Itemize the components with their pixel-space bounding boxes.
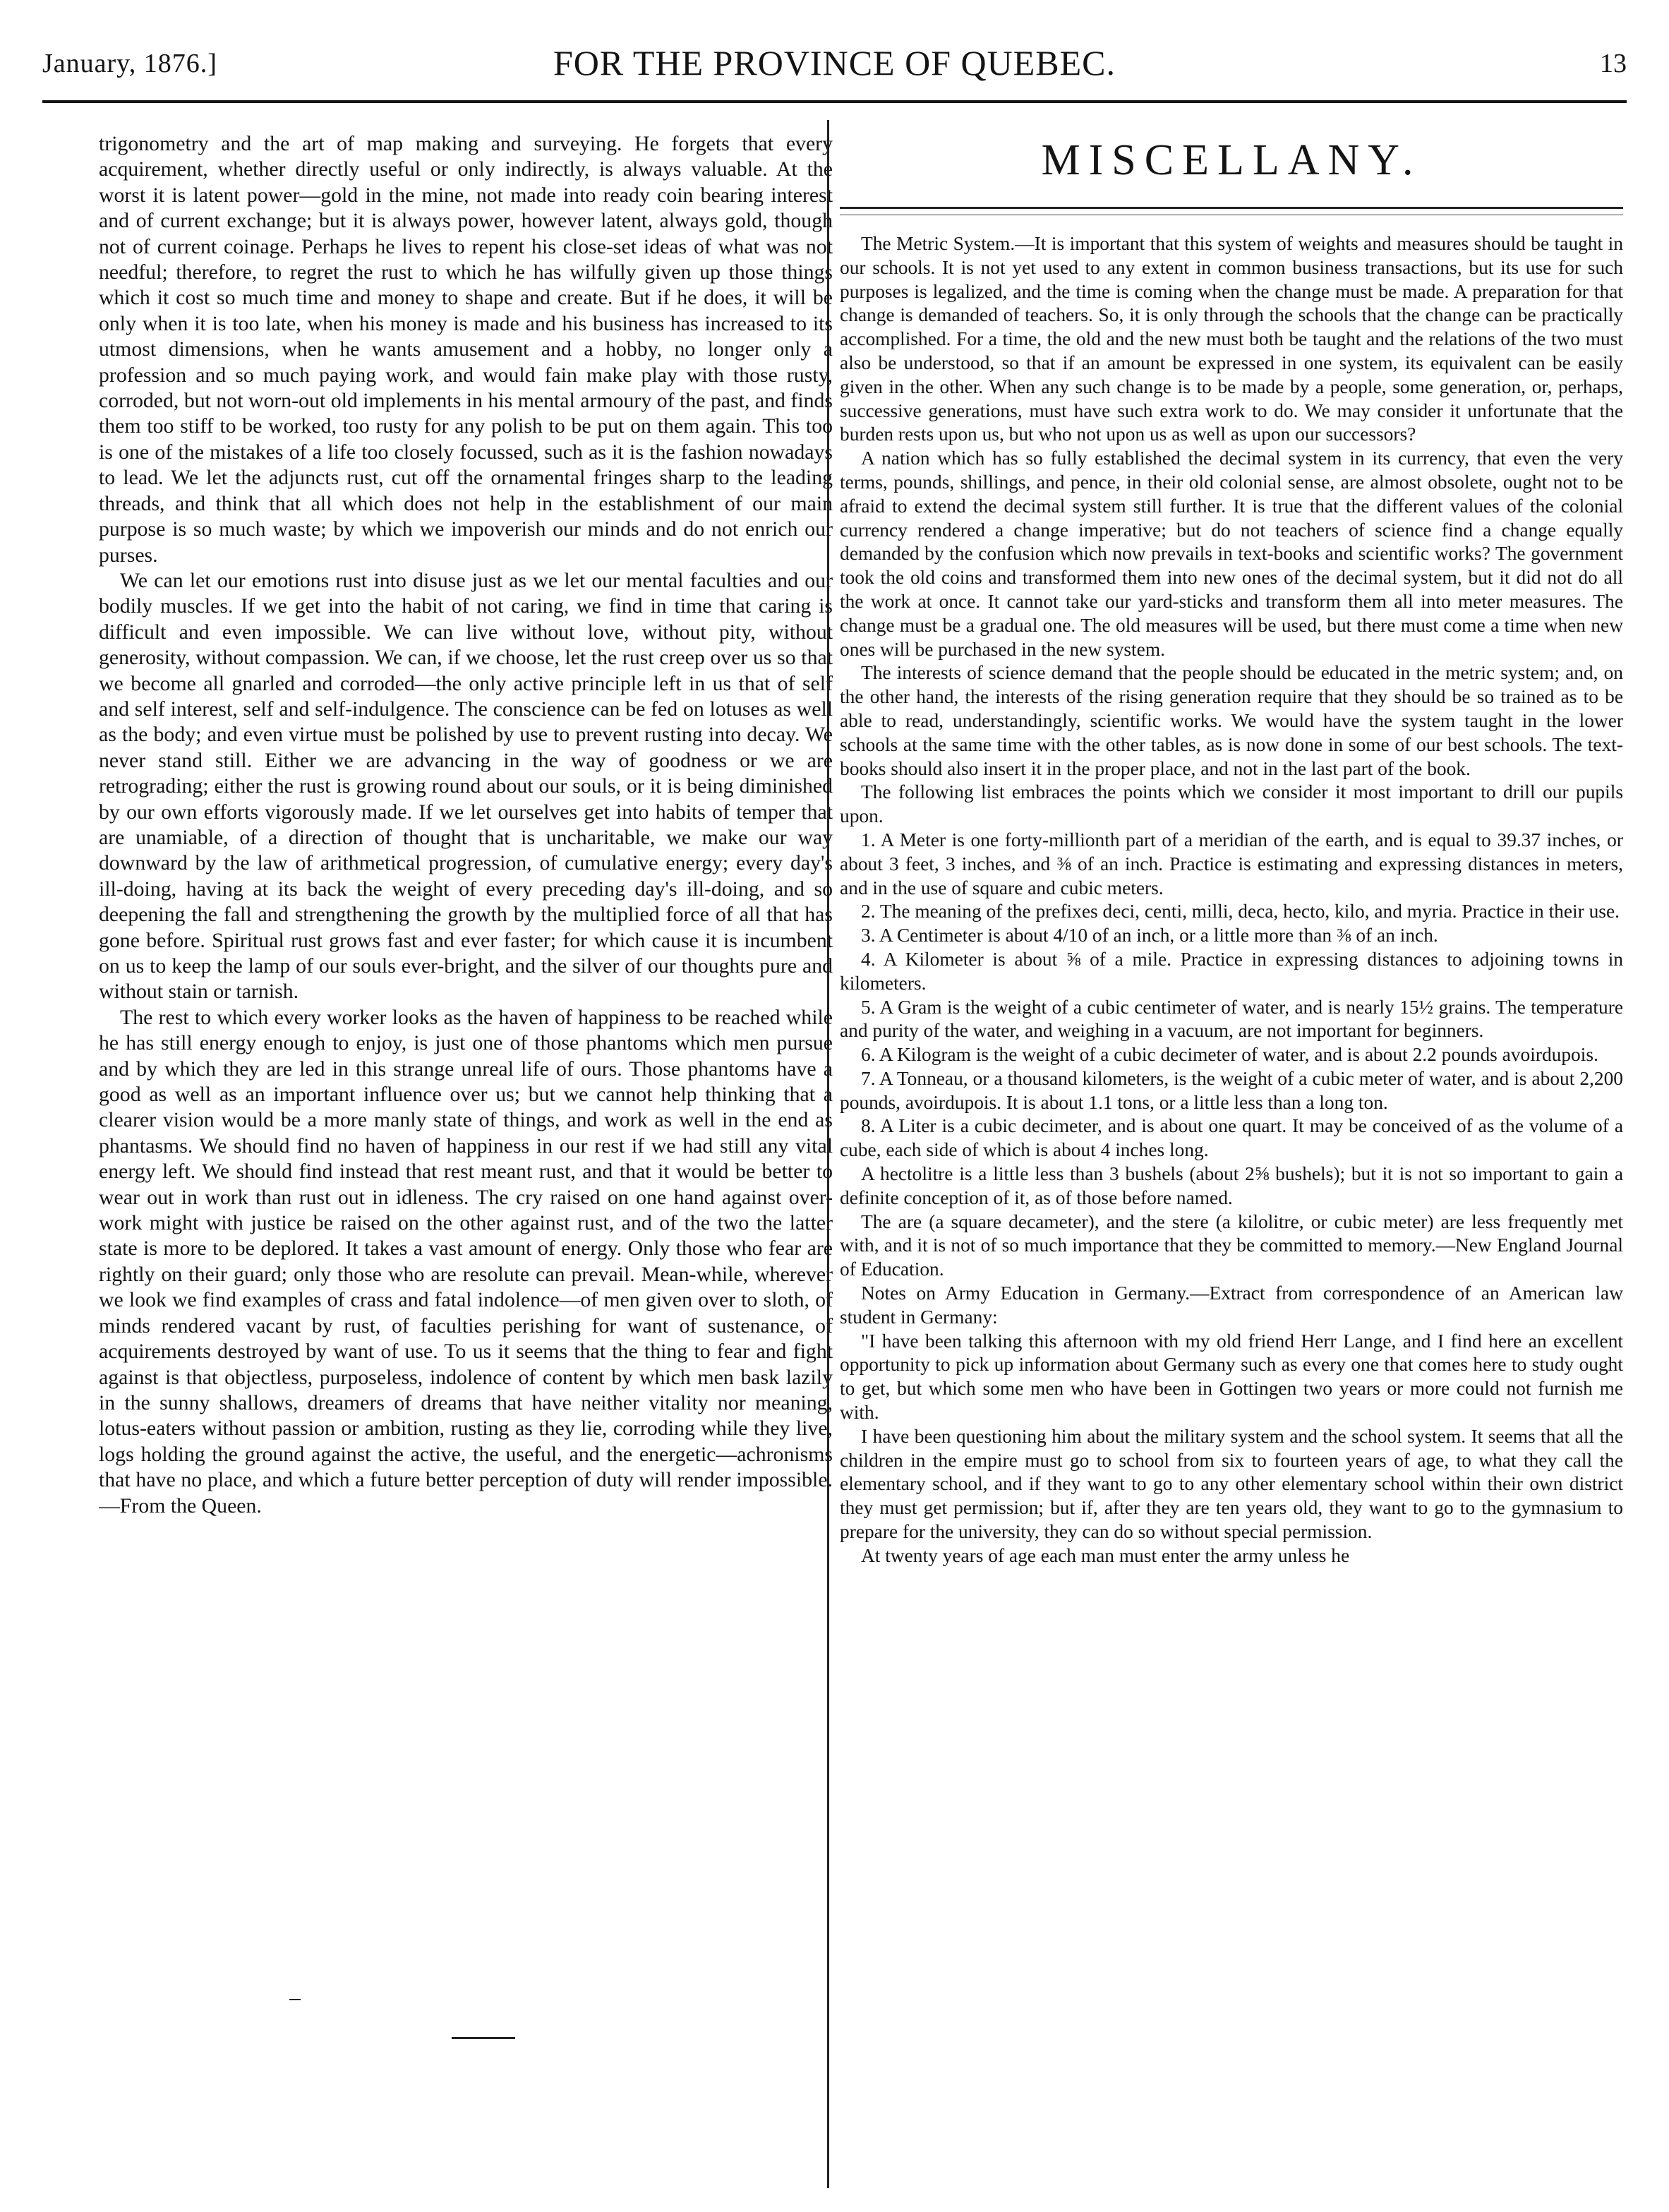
right-column: [840, 131, 1623, 2185]
list-item: 8. A Liter is a cubic decimeter, and is about one quart. It may be conceived of as the volume of a cube, each side of which is about 4 inches long.: [840, 1115, 1623, 1161]
header-rule: [42, 100, 1627, 103]
section-title: MISCELLANY.: [1041, 136, 1422, 184]
section-rule: [840, 207, 1623, 209]
article-paragraph: I have been questioning him about the military system and the school system. It seems that all the children in the empire must go to school from six to fourteen years of age, to what they call the elementary school, and if they want to go to any other elementary school within their own district they must get permission; but if, after they are ten years old, they want to go to the gymnasium to prepare for the university, they can do so without special permission.: [840, 1425, 1623, 1543]
article-paragraph: Notes on Army Education in Germany.—Extract from correspondence of an American law student in Germany:: [840, 1282, 1623, 1328]
list-item: 5. A Gram is the weight of a cubic centimeter of water, and is nearly 15½ grains. The temperature and purity of the water, and weighing in a vacuum, are not important for beginners.: [840, 996, 1623, 1042]
article-paragraph: A nation which has so fully established the decimal system in its currency, that even the very terms, pounds, shillings, and pence, in their old colonial sense, are almost obsolete, ought not to be afraid to extend the decimal system still further. It is true that the different values of the colonial currency rendered a change imperative; but do not teachers of science find a change equally demanded by the confusion which now prevails in text-books and scientific works? The government took the old coins and transformed them into new ones of the decimal system, but it did not do all the work at once. It cannot take our yard-sticks and transform them all into meter measures. The change must be a gradual one. The old measures will be used, but there must come a time when new ones will be purchased in the new system.: [840, 447, 1623, 660]
end-dash: [289, 1999, 301, 2000]
article-paragraph: At twenty years of age each man must enter the army unless he: [861, 1544, 1350, 1566]
article-paragraph: We can let our emotions rust into disuse just as we let our mental faculties and our bodily muscles. If we get into the habit of not caring, we find in time that caring is difficult and even impossible. We can live without love, without pity, without generosity, without compassion. We can, if we choose, let the rust creep over us so that we become all gnarled and corroded—the only active principle left in us that of self and self interest, self and self-indulgence. The conscience can be fed on lotuses as well as the body; and even virtue must be polished by use to prevent rusting into decay. We never stand still. Either we are advancing in the way of goodness or we are retrograding; either the rust is growing round about our souls, or it is being diminished by our own efforts vigorously made. If we let ourselves get into habits of temper that are unamiable, of a direction of thought that is uncharitable, we make our way downward by the law of arithmetical progression, of cumulative energy; every day's ill-doing, having at its back the weight of every preceding day's ill-doing, and so deepening the fall and strengthening the growth by the multiplied force of all that has gone before. Spiritual rust grows fast and ever faster; for which cause it is incumbent on us to keep the lamp of our souls ever-bright, and the silver of our thoughts pure and without stain or tarnish.: [99, 568, 833, 1004]
list-item: 2. The meaning of the prefixes deci, centi, milli, deca, hecto, kilo, and myria. Practice in their use.: [861, 901, 1620, 922]
list-item: 1. A Meter is one forty-millionth part of a meridian of the earth, and is equal to 39.37 inches, or about 3 feet, 3 inches, and ⅜ of an inch. Practice is estimating and expressing distances in meters, and in the use of square and cubic meters.: [840, 829, 1623, 898]
article-paragraph: "I have been talking this afternoon with my old friend Herr Lange, and I find here an excellent opportunity to pick up information about Germany such as every one that comes here to study ought to get, but which some men who have been in Gottingen two years or more could not furnish me with.: [840, 1330, 1623, 1424]
article-paragraph: The Metric System.—It is important that this system of weights and measures should be taught in our schools. It is not yet used to any extent in common business transactions, but its use for such purposes is legalized, and the time is coming when the change must be made. A preparation for that change is demanded of teachers. So, it is only through the schools that the change can be practically accomplished. For a time, the old and the new must both be taught and the relations of the two must also be understood, so that if an amount be expressed in one system, its equivalent can be easily given in the other. When any such change is to be made by a people, some generation, or, perhaps, successive generations, must have such extra work to do. We may consider it unfortunate that the burden rests upon us, but who not upon us as well as upon our successors?: [840, 233, 1623, 445]
left-column: [99, 131, 833, 2185]
article-paragraph: The following list embraces the points which we consider it most important to drill our pupils upon.: [840, 781, 1623, 827]
list-item: 4. A Kilometer is about ⅝ of a mile. Practice in expressing distances to adjoining towns in kilometers.: [840, 948, 1623, 994]
column-rule: [827, 120, 829, 2188]
end-rule: [452, 2037, 515, 2039]
article-paragraph: The interests of science demand that the people should be educated in the metric system; and, on the other hand, the interests of the rising generation require that they should be so trained as to be able to read, understandingly, scientific works. We would have the system taught in the lower schools at the same time with the other tables, as is now done in some of our best schools. The text-books should also insert it in the proper place, and not in the last part of the book.: [840, 662, 1623, 779]
article-paragraph: The are (a square decameter), and the stere (a kilolitre, or cubic meter) are less frequently met with, and it is not of so much importance that they be committed to memory.—New England Journal of Education.: [840, 1210, 1623, 1280]
running-title: FOR THE PROVINCE OF QUEBEC.: [553, 43, 1116, 83]
article-paragraph: The rest to which every worker looks as the haven of happiness to be reached while he has still energy enough to enjoy, is just one of those phantoms which men pursue and by which they are led in this strange unreal life of ours. Those phantoms have a good as well as an important influence over us; but we cannot help thinking that a clearer vision would be a more manly state of things, and work as well in the end as phantasms. We should find no haven of happiness in our rest if we had still any vital energy left. We should find instead that rest meant rust, and that it would be better to wear out in work than rust out in idleness. The cry raised on one hand against over-work might with justice be raised on the other against rust, and of the two the latter state is more to be deplored. It takes a vast amount of energy. Only those who fear are rightly on their guard; only those who are resolute can prevail. Mean-while, wherever we look we find examples of crass and fatal indolence—of men given over to sloth, of minds rendered vacant by rust, of faculties perishing for want of sustenance, of acquirements destroyed by want of use. To us it seems that the thing to fear and fight against is that objectless, purposeless, indolence of content by which men bask lazily in the sunny shallows, dreamers of dreams that have neither vitality nor meaning, lotus-eaters without passion or ambition, rusting as they lie, corroding while they live, logs holding the ground against the active, the useful, and the energetic—achronisms that have no place, and which a future better perception of duty will render impossible.—From the Queen.: [99, 1005, 833, 1517]
page-header: [42, 42, 1627, 92]
article-paragraph: trigonometry and the art of map making and surveying. He forgets that every acquirement, whether directly useful or only indirectly, is always valuable. At the worst it is latent power—gold in the mine, not made into ready coin bearing interest and of current exchange; but it is always power, however latent, always gold, though not of current coinage. Perhaps he lives to repent his close-set ideas of what was not needful; therefore, to regret the rust to which he has wilfully given up those things which it cost so much time and money to shape and create. But if he does, it will be only when it is too late, when his money is made and his business has increased to its utmost dimensions, when he wants amusement and a hobby, no longer only a profession and so much paying work, and would fain make play with those rusty, corroded, but not worn-out old implements in his mental armoury of the past, and finds them too stiff to be worked, too rusty for any polish to be put on them again. This too is one of the mistakes of a life too closely focussed, such as it is the fashion nowadays to lead. We let the adjuncts rust, cut off the ornamental fringes sharp to the leading threads, and think that all which does not help in the establishment of our main purpose is so much waste; by which we impoverish our minds and do not enrich our purses.: [99, 132, 833, 567]
issue-date: January, 1876.]: [42, 49, 217, 78]
list-item: 6. A Kilogram is the weight of a cubic decimeter of water, and is about 2.2 pounds avoirdupois.: [861, 1044, 1598, 1066]
page-number: 13: [1600, 49, 1627, 78]
list-item: 3. A Centimeter is about 4/10 of an inch, or a little more than ⅜ of an inch.: [861, 925, 1438, 946]
article-paragraph: A hectolitre is a little less than 3 bushels (about 2⅝ bushels); but it is not so important to gain a definite conception of it, as of those before named.: [840, 1163, 1623, 1208]
list-item: 7. A Tonneau, or a thousand kilometers, is the weight of a cubic meter of water, and is about 2,200 pounds, avoirdupois. It is about 1.1 tons, or a little less than a long ton.: [840, 1067, 1623, 1113]
